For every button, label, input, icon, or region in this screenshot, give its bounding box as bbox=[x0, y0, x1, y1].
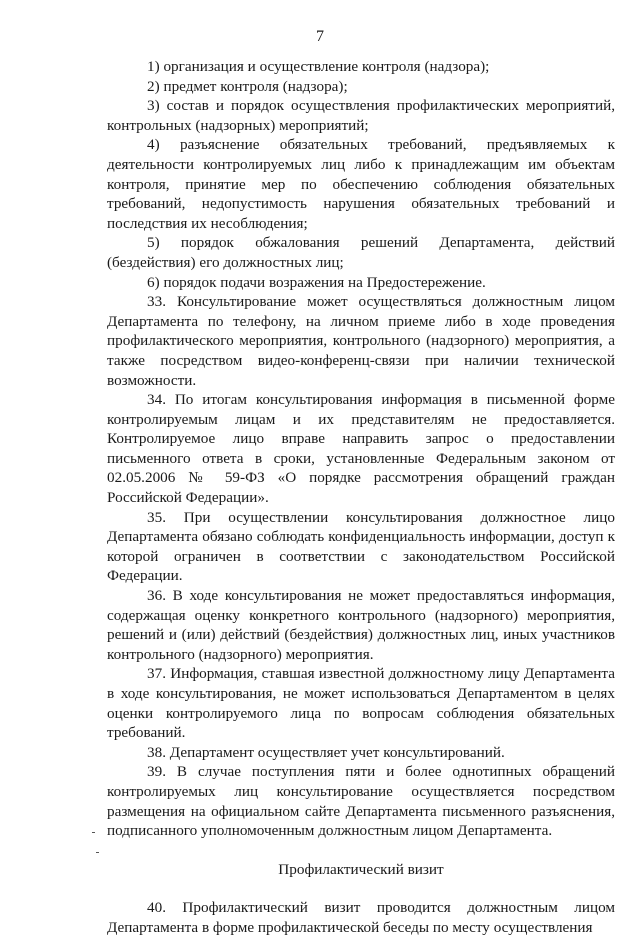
paragraph-35: 35. При осуществлении консультирования должностное лицо Департамента обязано соблюдать конфиденциальность информации, доступ к которой ограничен в соответствии с законодательством Российской Федерации. bbox=[107, 508, 615, 585]
paragraph-36: 36. В ходе консультирования не может предоставляться информация, содержащая оценку конкретного контрольного (надзорного) мероприятия, решений и (или) действий (бездействия) должностных лиц, иных участников контрольного (надзорного) мероприятия. bbox=[107, 587, 615, 663]
paragraph-34: 34. По итогам консультирования информация в письменной форме контролируемым лицам и их представителям не предоставляется. Контролируемое лицо вправе направить запрос о предоставлении письменного ответа в сроки, установленные Федеральным законом от 02.05.2006 № 59-ФЗ «О порядке рассмотрения обращений граждан Российской Федерации». bbox=[107, 391, 615, 507]
list-item-organization: 1) организация и осуществление контроля (надзора); bbox=[147, 58, 490, 75]
paragraph-33: 33. Консультирование может осуществляться должностным лицом Департамента по телефону, на личном приеме либо в ходе проведения профилактического мероприятия, контрольного (надзорного) мероприятия, а также посредством видео-конференц-связи при наличии технической возможности. bbox=[107, 293, 615, 389]
margin-mark bbox=[92, 832, 95, 833]
margin-mark bbox=[96, 852, 99, 853]
list-item-explanation: 4) разъяснение обязательных требований, предъявляемых к деятельности контролируемых лиц либо к принадлежащим им объектам контроля, принятие мер по обеспечению соблюдения обязательных требований, недопустимость нарушения обязательных требований и последствия их несоблюдения; bbox=[107, 136, 615, 232]
section-heading: Профилактический визит bbox=[278, 860, 444, 878]
paragraph-39: 39. В случае поступления пяти и более однотипных обращений контролируемых лиц консультирование осуществляется посредством размещения на официальном сайте Департамента письменного разъяснения, подписанного уполномоченным должностным лицом Департамента. bbox=[107, 763, 615, 840]
paragraph-37: 37. Информация, ставшая известной должностному лицу Департамента в ходе консультирования, не может использоваться Департаментом в целях оценки контролируемого лица по вопросам соблюдения обязательных требований. bbox=[107, 665, 615, 742]
document-body bbox=[107, 57, 615, 938]
list-item-composition: 3) состав и порядок осуществления профилактических мероприятий, контрольных (надзорных) мероприятий; bbox=[107, 97, 615, 134]
paragraph-38: 38. Департамент осуществляет учет консультирований. bbox=[147, 743, 505, 761]
page-number: 7 bbox=[316, 28, 324, 45]
list-item-appeal-procedure: 5) порядок обжалования решений Департамента, действий (бездействия) его должностных лиц; bbox=[107, 234, 615, 271]
list-item-objection-procedure: 6) порядок подачи возражения на Предостережение. bbox=[147, 273, 486, 291]
paragraph-40: 40. Профилактический визит проводится должностным лицом Департамента в форме профилактической беседы по месту осуществления bbox=[107, 899, 615, 936]
list-item-subject: 2) предмет контроля (надзора); bbox=[147, 77, 348, 95]
